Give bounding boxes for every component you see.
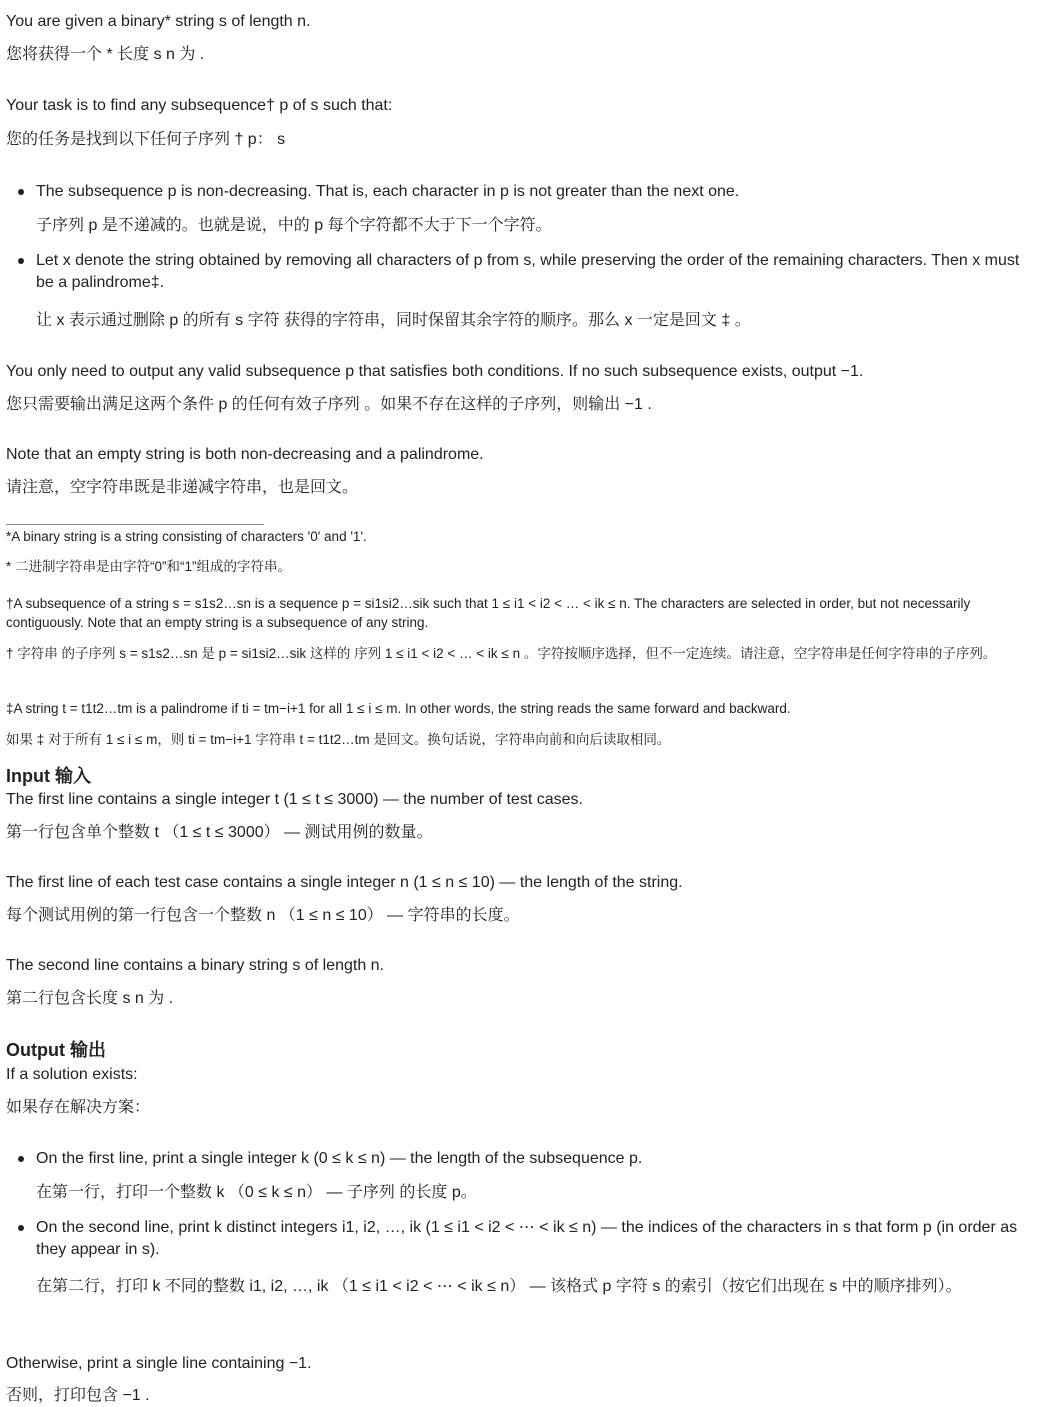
- condition-2-zh: 让 x 表示通过删除 p 的所有 s 字符 获得的字符串，同时保留其余字符的顺序。那么 x 一定是回文 ‡ 。: [36, 312, 751, 329]
- footnote-1-en: *A binary string is a string consisting of characters '0' and '1'.: [6, 529, 367, 544]
- output-line-1-en: If a solution exists:: [6, 1066, 138, 1083]
- statement-p2-zh: 您的任务是找到以下任何子序列 † p： s: [6, 131, 286, 148]
- footnote-2-en: †A subsequence of a string s = s1s2…sn is a sequence p = si1si2…sik such that 1 ≤ i1 < i2 < … < ik ≤ n. The characters are selected in order, but not necessarily contiguously. Note that an empty string is a subsequence of any string.: [6, 596, 971, 630]
- statement-p3-en: You only need to output any valid subsequence p that satisfies both conditions. If no such subsequence exists, output −1.: [6, 363, 864, 380]
- condition-1-en: The subsequence p is non-decreasing. That is, each character in p is not greater than the next one.: [36, 183, 740, 200]
- input-line-2-en: The first line of each test case contains a single integer n (1 ≤ n ≤ 10) — the length of the string.: [6, 874, 683, 891]
- input-line-1-en: The first line contains a single integer t (1 ≤ t ≤ 3000) — the number of test cases.: [6, 791, 583, 808]
- footnote-3-en: ‡A string t = t1t2…tm is a palindrome if ti = tm−i+1 for all 1 ≤ i ≤ m. In other words, the string reads the same forward and backward.: [6, 701, 791, 716]
- footnote-divider: [6, 524, 264, 525]
- bullet-dot: [18, 1225, 24, 1231]
- bullet-dot: [18, 258, 24, 264]
- input-heading: Input 输入: [6, 766, 91, 786]
- footnote-1-zh: * 二进制字符串是由字符“0”和“1”组成的字符串。: [6, 559, 292, 574]
- input-line-3-zh: 第二行包含长度 s n 为 .: [6, 990, 174, 1007]
- statement-p4-zh: 请注意，空字符串既是非递减字符串，也是回文。: [6, 479, 359, 496]
- condition-2-en: Let x denote the string obtained by removing all characters of p from s, while preserving the order of the remaining characters. Then x must be a palindrome‡.: [36, 252, 1020, 291]
- statement-p1-en: You are given a binary* string s of length n.: [6, 13, 311, 30]
- output-line-2-zh: 否则，打印包含 −1 .: [6, 1387, 150, 1404]
- input-line-2-zh: 每个测试用例的第一行包含一个整数 n （1 ≤ n ≤ 10） — 字符串的长度。: [6, 907, 520, 924]
- bullet-dot: [18, 1156, 24, 1162]
- statement-p1-zh: 您将获得一个 * 长度 s n 为 .: [6, 46, 205, 63]
- input-line-3-en: The second line contains a binary string s of length n.: [6, 957, 384, 974]
- statement-p2-en: Your task is to find any subsequence† p of s such that:: [6, 97, 393, 114]
- output-heading: Output 输出: [6, 1040, 106, 1060]
- input-line-1-zh: 第一行包含单个整数 t （1 ≤ t ≤ 3000） — 测试用例的数量。: [6, 824, 433, 841]
- output-line-2-en: Otherwise, print a single line containing −1.: [6, 1355, 312, 1372]
- footnote-3-zh: 如果 ‡ 对于所有 1 ≤ i ≤ m，则 ti = tm−i+1 字符串 t = t1t2…tm 是回文。换句话说，字符串向前和向后读取相同。: [6, 732, 671, 747]
- footnote-2-zh: † 字符串 的子序列 s = s1s2…sn 是 p = si1si2…sik 这样的 序列 1 ≤ i1 < i2 < … < ik ≤ n 。字符按顺序选择，但不一定连续。请注意，空字符串是任何字符串的子序列。: [6, 646, 997, 661]
- bullet-dot: [18, 189, 24, 195]
- output-bullet-1-en: On the first line, print a single integer k (0 ≤ k ≤ n) — the length of the subsequence p.: [36, 1150, 643, 1167]
- statement-p4-en: Note that an empty string is both non-decreasing and a palindrome.: [6, 446, 484, 463]
- statement-p3-zh: 您只需要输出满足这两个条件 p 的任何有效子序列 。如果不存在这样的子序列，则输出 −1 .: [6, 396, 652, 413]
- output-bullet-1-zh: 在第一行，打印一个整数 k （0 ≤ k ≤ n） — 子序列 的长度 p。: [36, 1184, 477, 1201]
- output-bullet-2-en: On the second line, print k distinct integers i1, i2, …, ik (1 ≤ i1 < i2 < ⋯ < ik ≤ n) — the indices of the characters in s that form p (in order as they appear in s).: [36, 1219, 1018, 1258]
- output-line-1-zh: 如果存在解决方案：: [6, 1099, 151, 1116]
- output-bullet-2-zh: 在第二行，打印 k 不同的整数 i1, i2, …, ik （1 ≤ i1 < i2 < ⋯ < ik ≤ n） — 该格式 p 字符 s 的索引（按它们出现在 s 中的顺序排列）。: [36, 1278, 962, 1295]
- condition-1-zh: 子序列 p 是不递减的。也就是说，中的 p 每个字符都不大于下一个字符。: [36, 217, 552, 234]
